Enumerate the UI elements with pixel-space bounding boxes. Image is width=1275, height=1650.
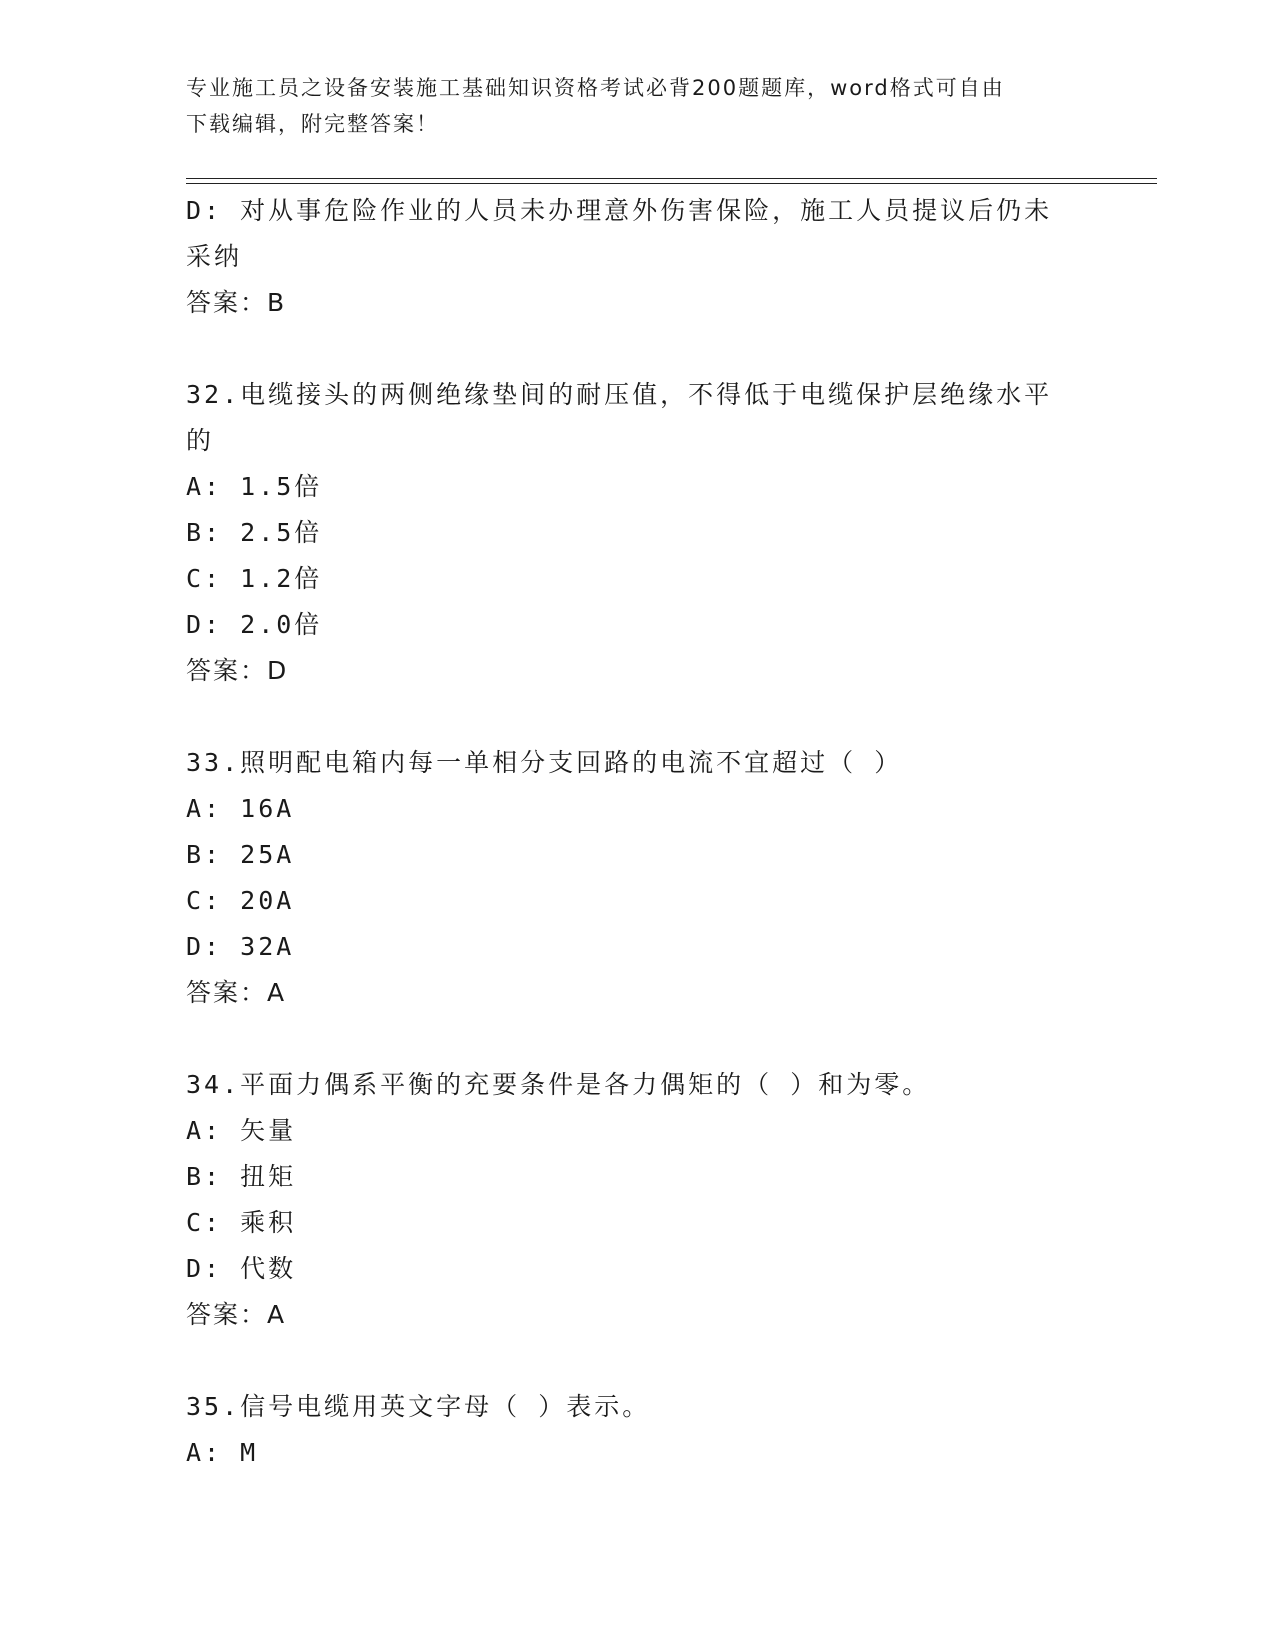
option-a: A: M [186, 1438, 259, 1467]
option-d: D: 2.0倍 [186, 610, 323, 639]
question-stem-continued: 的 [186, 426, 215, 455]
header-divider-top [186, 178, 1157, 179]
option-a: A: 16A [186, 794, 295, 823]
question-stem: 34.平面力偶系平衡的充要条件是各力偶矩的（ ）和为零。 [186, 1070, 931, 1099]
header-title-line1: 专业施工员之设备安装施工基础知识资格考试必背200题题库，word格式可自由 [186, 76, 1005, 100]
answer-line: 答案：B [186, 288, 287, 317]
question-stem: 35.信号电缆用英文字母（ ）表示。 [186, 1392, 651, 1421]
answer-line: 答案：D [186, 656, 289, 685]
option-c: C: 1.2倍 [186, 564, 323, 593]
header-title-line2: 下载编辑，附完整答案！ [186, 112, 439, 136]
answer-line: 答案：A [186, 1300, 287, 1329]
option-d: D: 32A [186, 932, 295, 961]
option-b: B: 25A [186, 840, 295, 869]
document-header [186, 70, 1086, 142]
option-c: C: 乘积 [186, 1208, 297, 1237]
question-34 [186, 1062, 1086, 1338]
option-d: D: 对从事危险作业的人员未办理意外伤害保险，施工人员提议后仍未 [186, 196, 1053, 225]
question-32 [186, 372, 1086, 694]
question-33 [186, 740, 1086, 1016]
option-d-continued: 采纳 [186, 242, 243, 271]
option-b: B: 扭矩 [186, 1162, 297, 1191]
question-31-continued [186, 188, 1086, 326]
option-d: D: 代数 [186, 1254, 297, 1283]
question-stem: 33.照明配电箱内每一单相分支回路的电流不宜超过（ ） [186, 748, 903, 777]
option-c: C: 20A [186, 886, 295, 915]
question-list [186, 188, 1086, 1476]
option-a: A: 矢量 [186, 1116, 297, 1145]
answer-line: 答案：A [186, 978, 287, 1007]
question-35 [186, 1384, 1086, 1476]
question-stem: 32.电缆接头的两侧绝缘垫间的耐压值，不得低于电缆保护层绝缘水平 [186, 380, 1053, 409]
header-divider-bottom [186, 183, 1157, 184]
option-b: B: 2.5倍 [186, 518, 323, 547]
option-a: A: 1.5倍 [186, 472, 323, 501]
